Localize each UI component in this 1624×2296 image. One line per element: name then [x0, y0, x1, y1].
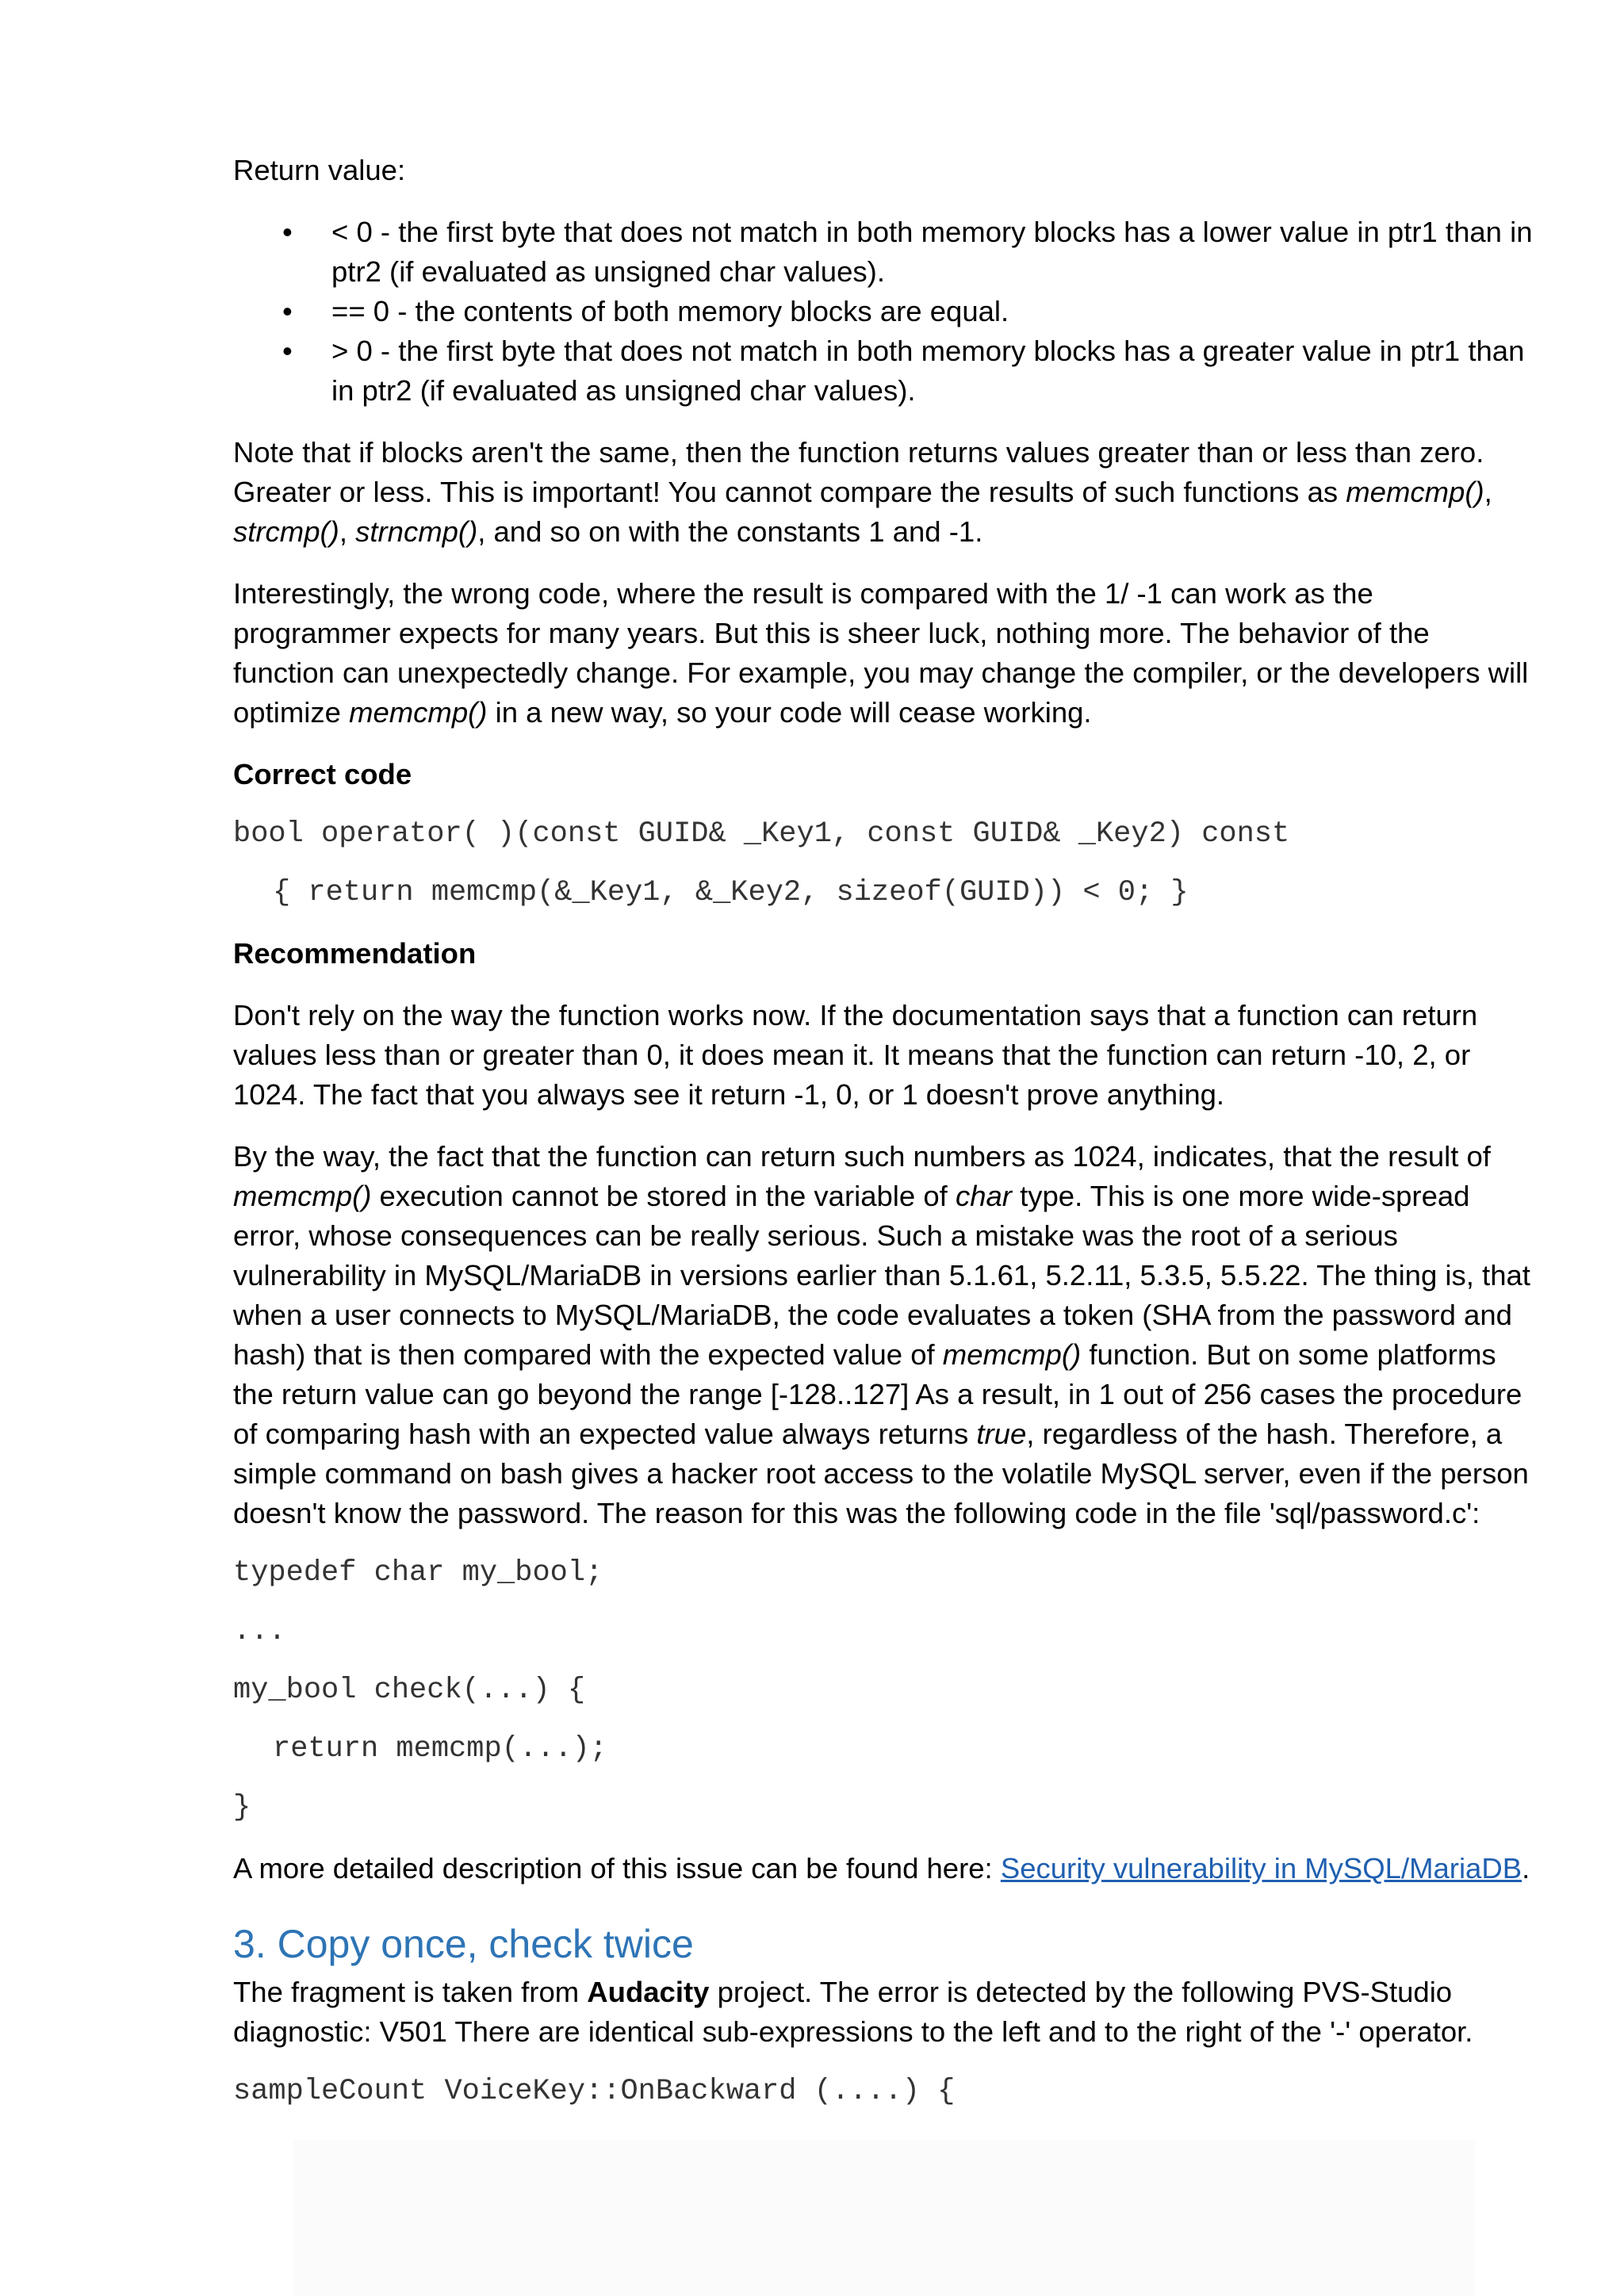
list-item-text: < 0 - the first byte that does not match in both memory blocks has a lower value in ptr1 than in ptr2 (if evaluated as unsigned char values). [331, 216, 1533, 288]
mysql-vulnerability-link[interactable]: Security vulnerability in MySQL/MariaDB [1000, 1852, 1522, 1885]
note-text-3: , [339, 515, 356, 548]
mysql-code-line-3: my_bool check(...) { [233, 1674, 586, 1707]
code-block-background [293, 2141, 1475, 2296]
note-func-memcmp: memcmp() [1346, 476, 1484, 508]
correct-code-line-2: { return memcmp(&_Key1, &_Key2, sizeof(GUID)) < 0; } [273, 876, 1189, 909]
byway-text-3: type. This is one more wide-spread error, whose consequences can be really serious. Such a mistake was the root of a serious vulnerability in MySQL/MariaDB in versions earlier than 5.1.61, 5.2.11, 5.3.5, 5.5.22. The thing is, that when a user connects to MySQL/MariaDB, the code evaluates a token (SHA from the password and hash) that is then compared with the expected value of [233, 1180, 1530, 1371]
byway-text-1: By the way, the fact that the function can return such numbers as 1024, indicates, that the result of [233, 1140, 1491, 1173]
more-detail-text: A more detailed description of this issue can be found here: [233, 1852, 1001, 1885]
list-item [233, 212, 1534, 292]
list-item [233, 331, 1534, 411]
interesting-text-2: in a new way, so your code will cease working. [487, 696, 1092, 729]
mysql-code-line-1: typedef char my_bool; [233, 1556, 603, 1590]
bullet-icon: • [282, 216, 293, 248]
section-title: 3. Copy once, check twice [233, 1922, 694, 1966]
byway-type-char: char [955, 1180, 1012, 1212]
correct-code-line-1: bool operator( )(const GUID& _Key1, const GUID& _Key2) const [233, 817, 1290, 851]
section-intro-text-1: The fragment is taken from [233, 1976, 588, 2008]
interesting-paragraph [233, 574, 1534, 733]
mysql-code-line-4: return memcmp(...); [273, 1732, 607, 1766]
byway-value-true: true [976, 1418, 1027, 1450]
byway-text-5: , regardless of the hash. Therefore, a simple command on bash gives a hacker root access to the volatile MySQL server, even if the person doesn't know the password. The reason for this was the following code in the file 'sql/password.c': [233, 1418, 1529, 1529]
section-intro-paragraph [233, 1973, 1534, 2052]
project-name: Audacity [587, 1976, 710, 2008]
interesting-func-memcmp: memcmp() [349, 696, 488, 729]
byway-text-4: function. But on some platforms the return value can go beyond the range [-128..127] As a result, in 1 out of 256 cases the procedure of comparing hash with an expected value always returns [233, 1338, 1522, 1450]
note-func-strcmp: strcmp() [233, 515, 339, 548]
bullet-icon: • [282, 335, 293, 367]
list-item-text: == 0 - the contents of both memory blocks are equal. [331, 295, 1009, 327]
byway-text-2: execution cannot be stored in the variable of [371, 1180, 956, 1212]
document-page [233, 151, 1534, 2133]
recommendation-heading: Recommendation [233, 937, 477, 970]
mysql-code-line-2: ... [233, 1615, 286, 1648]
note-text-2: , [1484, 476, 1492, 508]
note-text-4: , and so on with the constants 1 and -1. [477, 515, 983, 548]
list-item-text: > 0 - the first byte that does not match in both memory blocks has a greater value in ptr1 than in ptr2 (if evaluated as unsigned char values). [331, 335, 1525, 407]
audacity-code-line-1: sampleCount VoiceKey::OnBackward (....) { [233, 2075, 956, 2108]
list-item [233, 292, 1534, 331]
bullet-icon: • [282, 295, 293, 327]
mysql-code-line-5: } [233, 1791, 251, 1824]
byway-func-memcmp: memcmp() [233, 1180, 372, 1212]
more-detail-end: . [1522, 1852, 1530, 1885]
return-value-label: Return value: [233, 154, 406, 186]
correct-code-heading: Correct code [233, 758, 412, 790]
byway-func-memcmp-2: memcmp() [942, 1338, 1082, 1371]
more-detail-paragraph [233, 1849, 1534, 1888]
note-func-strncmp: strncmp() [355, 515, 478, 548]
interesting-text-1: Interestingly, the wrong code, where the result is compared with the 1/ -1 can work as the programmer expects for many years. But this is sheer luck, nothing more. The behavior of the function can unexpectedly change. For example, you may change the compiler, or the developers will optimize [233, 577, 1529, 729]
note-paragraph [233, 433, 1534, 552]
section-intro-text-2: project. The error is detected by the following PVS-Studio diagnostic: V501 There are identical sub-expressions to the left and to the right of the '-' operator. [233, 1976, 1473, 2048]
byway-paragraph [233, 1137, 1534, 1533]
return-value-list [233, 212, 1534, 411]
note-text-1: Note that if blocks aren't the same, then the function returns values greater than or less than zero. Greater or less. This is important! You cannot compare the results of such functions as [233, 436, 1484, 508]
recommendation-paragraph: Don't rely on the way the function works now. If the documentation says that a function can return values less than or greater than 0, it does mean it. It means that the function can return -10, 2, or 1024. The fact that you always see it return -1, 0, or 1 doesn't prove anything. [233, 999, 1478, 1111]
